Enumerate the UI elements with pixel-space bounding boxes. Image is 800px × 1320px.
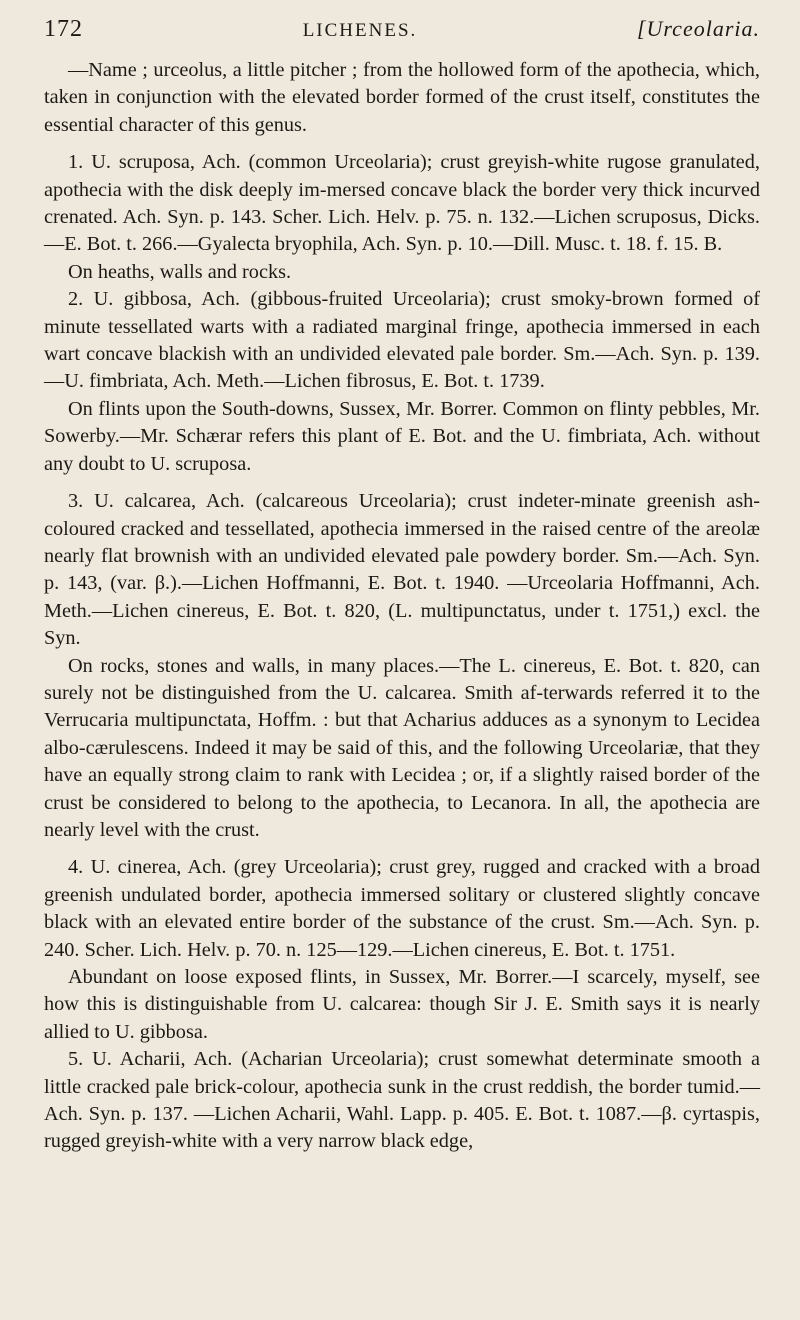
paragraph-species-4: 4. U. cinerea, Ach. (grey Urceolaria); crust grey, rugged and cracked with a broad greenish undulated border, apothecia immersed solitary or clustered slightly concave black with an elevated entire border of the substance of the crust. Sm.—Ach. Syn. p. 240. Scher. Lich. Helv. p. 70. n. 125—129.—Lichen cinereus, E. Bot. t. 1751. [44, 856, 760, 961]
paragraph-species-4-habitat: Abundant on loose exposed flints, in Sussex, Mr. Borrer.—I scarcely, myself, see how this is distinguishable from U. calcarea: though Sir J. E. Smith says it is nearly allied to U. gibbosa. [44, 966, 760, 1043]
page-body [44, 57, 760, 1156]
paragraph-species-1-habitat: On heaths, walls and rocks. [68, 260, 292, 283]
paragraph-species-2: 2. U. gibbosa, Ach. (gibbous-fruited Urceolaria); crust smoky-brown formed of minute tessellated warts with a radiated marginal fringe, apothecia immersed in each wart concave blackish with an undivided elevated pale border. Sm.—Ach. Syn. p. 139.—U. fimbriata, Ach. Meth.—Lichen fibrosus, E. Bot. t. 1739. [44, 288, 760, 393]
paragraph-species-5: 5. U. Acharii, Ach. (Acharian Urceolaria); crust somewhat determinate smooth a little cracked pale brick-colour, apothecia sunk in the crust reddish, the border tumid.—Ach. Syn. p. 137. —Lichen Acharii, Wahl. Lapp. p. 405. E. Bot. t. 1087.—β. cyrtaspis, rugged greyish-white with a very narrow black edge, [44, 1048, 760, 1153]
paragraph-species-1: 1. U. scruposa, Ach. (common Urceolaria); crust greyish-white rugose granulated, apothecia with the disk deeply im-mersed concave black the border very thick incurved crenated. Ach. Syn. p. 143. Scher. Lich. Helv. p. 75. n. 132.—Lichen scruposus, Dicks.—E. Bot. t. 266.—Gyalecta bryophila, Ach. Syn. p. 10.—Dill. Musc. t. 18. f. 15. B. [44, 151, 760, 256]
running-title: LICHENES. [302, 20, 418, 41]
paragraph-species-2-habitat: On flints upon the South-downs, Sussex, Mr. Borrer. Common on flinty pebbles, Mr. Sowerby.—Mr. Schærar refers this plant of E. Bot. and the U. fimbriata, Ach. without any doubt to U. scruposa. [44, 397, 760, 475]
page-number: 172 [44, 16, 83, 42]
paragraph-species-3: 3. U. calcarea, Ach. (calcareous Urceolaria); crust indeter-minate greenish ash-coloured cracked and tessellated, apothecia immersed in the raised centre of the areolæ nearly flat brownish with an undivided elevated pale powdery border. Sm.—Ach. Syn. p. 143, (var. β.).—Lichen Hoffmanni, E. Bot. t. 1940. —Urceolaria Hoffmanni, Ach. Meth.—Lichen cinereus, E. Bot. t. 820, (L. multipunctatus, under t. 1751,) excl. the Syn. [44, 490, 760, 650]
paragraph-intro: —Name ; urceolus, a little pitcher ; from the hollowed form of the apothecia, which, taken in conjunction with the elevated border formed of the crust itself, constitutes the essential character of this genus. [44, 59, 760, 136]
running-section: [Urceolaria. [636, 16, 760, 41]
paragraph-species-3-habitat: On rocks, stones and walls, in many places.—The L. cinereus, E. Bot. t. 820, can surely not be distinguished from the U. calcarea. Smith af-terwards referred it to the Verrucaria multipunctata, Hoffm. : but that Acharius adduces as a synonym to Lecidea albo-cærulescens. Indeed it may be said of this, and the following Urceolariæ, that they have an equally strong claim to rank with Lecidea ; or, if a slightly raised border of the crust be considered to belong to the apothecia, to Lecanora. In all, the apothecia are nearly level with the crust. [44, 654, 760, 841]
running-head [44, 16, 760, 43]
